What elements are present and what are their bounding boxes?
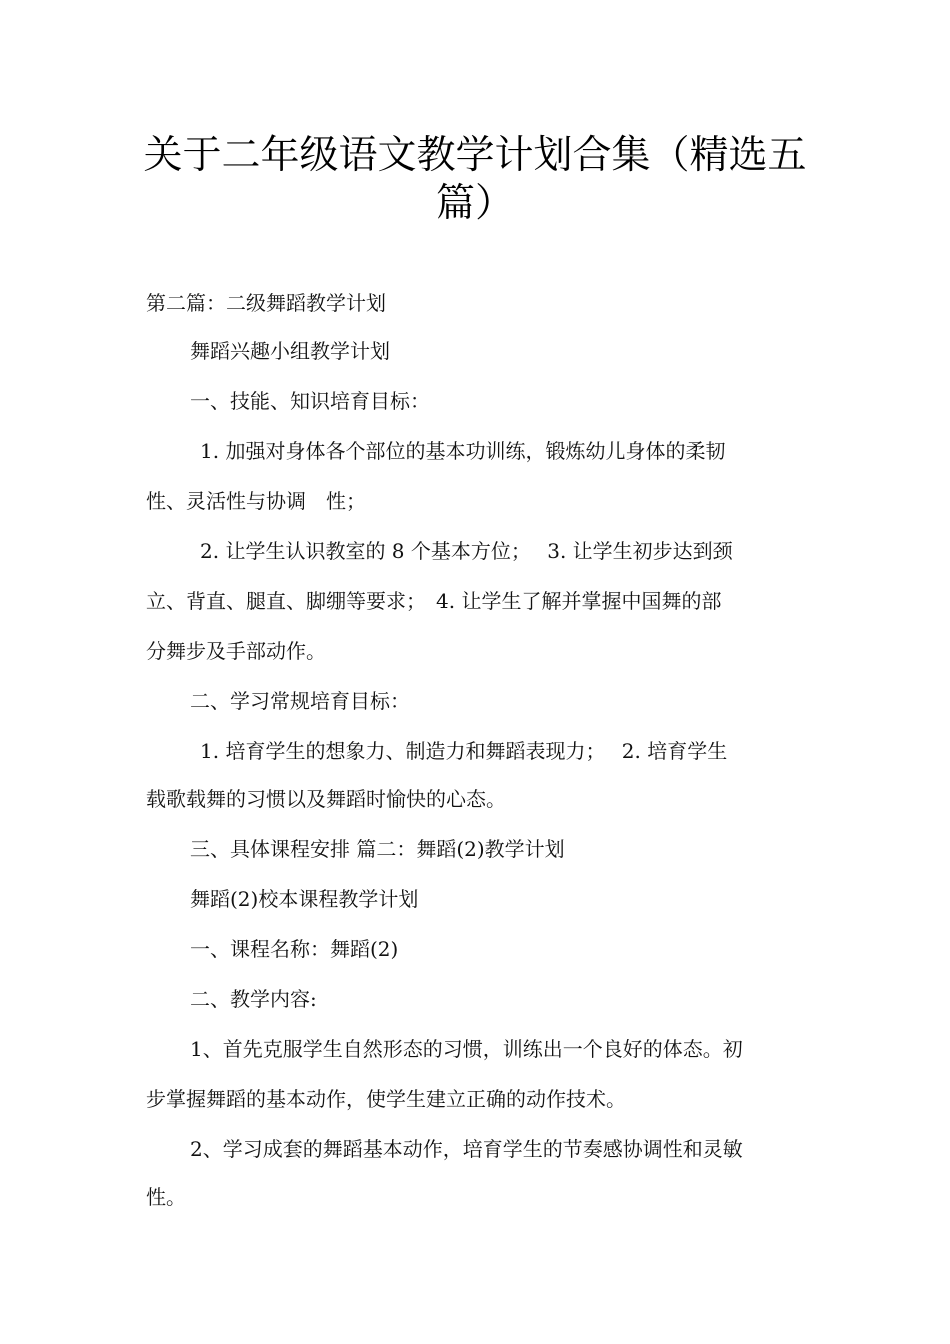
body-line: 立、背直、腿直、脚绷等要求； 4. 让学生了解并掌握中国舞的部 bbox=[146, 589, 722, 613]
document-title-line-1: 关于二年级语文教学计划合集（精选五 bbox=[143, 133, 807, 178]
body-line: 1. 加强对身体各个部位的基本功训练，锻炼幼儿身体的柔韧 bbox=[200, 439, 726, 463]
body-line: 一、课程名称：舞蹈(2) bbox=[190, 937, 399, 961]
document-title-line-2: 篇） bbox=[435, 181, 514, 226]
body-line: 性、灵活性与协调 性； bbox=[146, 489, 366, 513]
body-line: 一、技能、知识培育目标： bbox=[190, 389, 430, 413]
body-line: 1、首先克服学生自然形态的习惯，训练出一个良好的体态。初 bbox=[190, 1037, 743, 1061]
body-line: 舞蹈(2)校本课程教学计划 bbox=[190, 887, 419, 911]
body-line: 2、学习成套的舞蹈基本动作，培育学生的节奏感协调性和灵敏 bbox=[190, 1137, 743, 1161]
body-line: 步掌握舞蹈的基本动作，使学生建立正确的动作技术。 bbox=[146, 1087, 626, 1111]
body-line: 1. 培育学生的想象力、制造力和舞蹈表现力； 2. 培育学生 bbox=[200, 739, 728, 763]
body-line: 性。 bbox=[146, 1185, 186, 1209]
body-line: 2. 让学生认识教室的 8 个基本方位； 3. 让学生初步达到颈 bbox=[200, 539, 733, 563]
body-line: 二、学习常规培育目标： bbox=[190, 689, 410, 713]
body-line: 分舞步及手部动作。 bbox=[146, 639, 326, 663]
section-heading: 第二篇：二级舞蹈教学计划 bbox=[146, 291, 386, 315]
body-line: 三、具体课程安排 篇二：舞蹈(2)教学计划 bbox=[190, 837, 565, 861]
body-line: 载歌载舞的习惯以及舞蹈时愉快的心态。 bbox=[146, 787, 506, 811]
subtitle-line: 舞蹈兴趣小组教学计划 bbox=[190, 339, 390, 363]
body-line: 二、教学内容: bbox=[190, 987, 317, 1011]
